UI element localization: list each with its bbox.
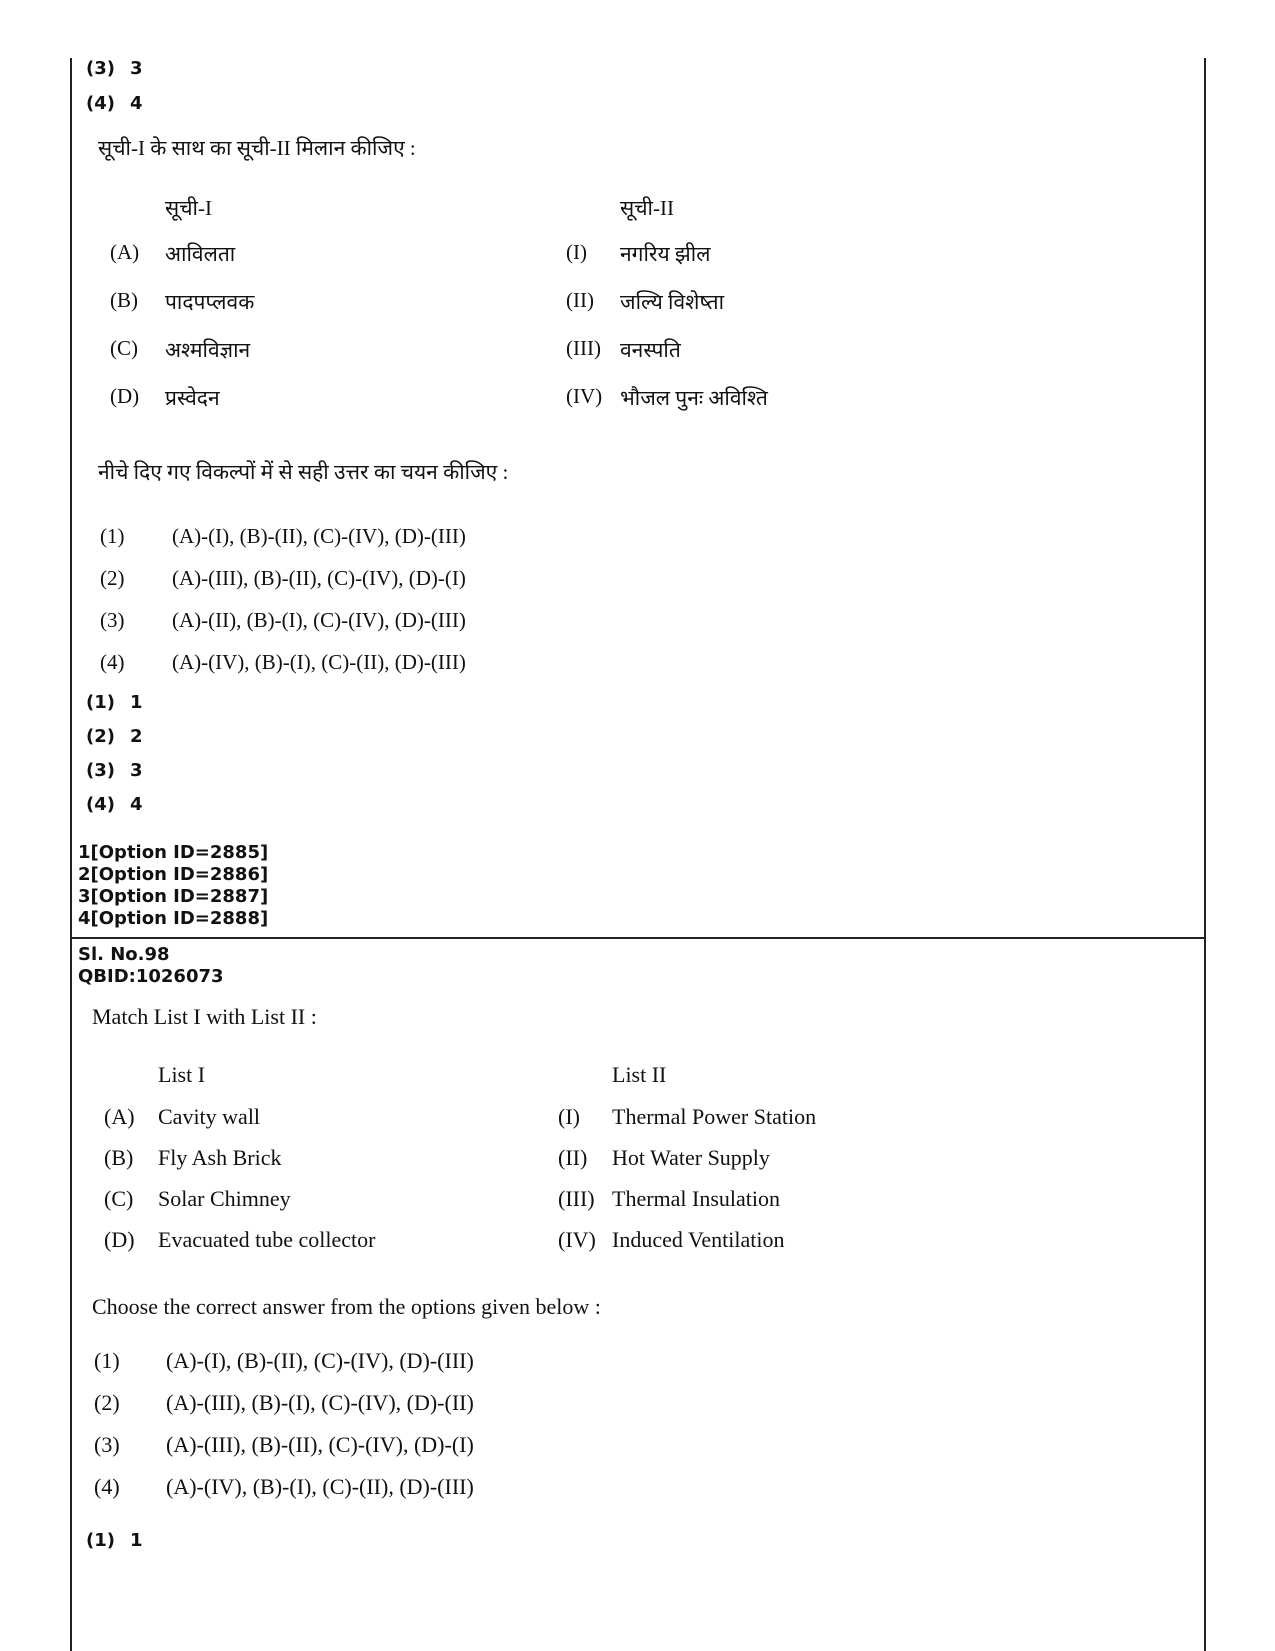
row-key: (B) (104, 1145, 134, 1170)
row-text: भौजल पुनः अविश्ति (620, 386, 768, 410)
row-key: (II) (566, 288, 594, 312)
row-key: (I) (566, 240, 587, 264)
option-value: 1 (130, 1530, 143, 1551)
choice-text: (A)-(I), (B)-(II), (C)-(IV), (D)-(III) (166, 1348, 474, 1373)
choice-number: (2) (100, 566, 125, 590)
qbid: QBID:1026073 (78, 966, 224, 987)
list1-header: सूची-I (165, 196, 212, 220)
choice-text: (A)-(IV), (B)-(I), (C)-(II), (D)-(III) (172, 650, 466, 674)
choice-text: (A)-(III), (B)-(II), (C)-(IV), (D)-(I) (166, 1432, 474, 1457)
row-text: प्रस्वेदन (165, 386, 220, 410)
option-number: (2) (86, 726, 115, 747)
choice-text: (A)-(I), (B)-(II), (C)-(IV), (D)-(III) (172, 524, 466, 548)
choice-text: (A)-(III), (B)-(I), (C)-(IV), (D)-(II) (166, 1390, 474, 1415)
row-text: वनस्पति (620, 338, 681, 362)
option-value: 1 (130, 692, 143, 713)
serial-number: Sl. No.98 (78, 944, 170, 965)
choice-text: (A)-(II), (B)-(I), (C)-(IV), (D)-(III) (172, 608, 466, 632)
row-key: (D) (110, 384, 140, 408)
option-number: (1) (86, 692, 115, 713)
row-key: (I) (558, 1104, 580, 1129)
choice-number: (3) (94, 1432, 120, 1457)
choose-instruction: नीचे दिए गए विकल्पों में से सही उत्तर का चयन कीजिए : (98, 460, 509, 484)
question-intro: Match List I with List II : (92, 1004, 317, 1029)
answer-option-3[interactable] (86, 760, 143, 781)
choice-number: (3) (100, 608, 125, 632)
choice-text: (A)-(IV), (B)-(I), (C)-(II), (D)-(III) (166, 1474, 474, 1499)
row-text: अश्मविज्ञान (165, 338, 251, 362)
row-key: (IV) (566, 384, 603, 408)
choice-text: (A)-(III), (B)-(II), (C)-(IV), (D)-(I) (172, 566, 466, 590)
option-number: (3) (86, 58, 115, 79)
row-text: नगरिय झील (620, 242, 711, 266)
option-number: (1) (86, 1530, 115, 1551)
row-text: Thermal Insulation (612, 1186, 781, 1211)
row-key: (III) (558, 1186, 595, 1211)
right-border (1204, 58, 1206, 1651)
choice-number: (1) (94, 1348, 120, 1373)
row-key: (III) (566, 336, 601, 360)
option-value: 4 (130, 93, 143, 114)
choose-instruction: Choose the correct answer from the options given below : (92, 1294, 601, 1319)
option-value: 2 (130, 726, 143, 747)
option-id-3: 3[Option ID=2887] (78, 886, 269, 907)
row-text: जल्यि विशेष्ता (620, 290, 725, 314)
option-value: 3 (130, 58, 143, 79)
question-meta (78, 944, 224, 988)
row-key: (II) (558, 1145, 588, 1170)
answer-option-4[interactable] (86, 794, 143, 815)
list2-header: सूची-II (620, 196, 674, 220)
choice-number: (4) (100, 650, 125, 674)
row-text: Evacuated tube collector (158, 1227, 376, 1252)
answer-option-1[interactable] (86, 692, 143, 713)
row-key: (B) (110, 288, 138, 312)
list2-header: List II (612, 1062, 667, 1087)
row-key: (C) (104, 1186, 134, 1211)
row-text: पादपप्लवक (165, 290, 255, 314)
option-number: (3) (86, 760, 115, 781)
list1-header: List I (158, 1062, 206, 1087)
row-text: Solar Chimney (158, 1186, 291, 1211)
row-key: (A) (104, 1104, 135, 1129)
row-text: Thermal Power Station (612, 1104, 817, 1129)
choice-number: (1) (100, 524, 125, 548)
question-divider (70, 937, 1206, 939)
answer-option-2[interactable] (86, 726, 143, 747)
option-id-2: 2[Option ID=2886] (78, 864, 269, 885)
row-key: (C) (110, 336, 138, 360)
row-key: (D) (104, 1227, 135, 1252)
choice-number: (2) (94, 1390, 120, 1415)
option-number: (4) (86, 93, 115, 114)
row-text: Cavity wall (158, 1104, 261, 1129)
left-border (70, 58, 72, 1651)
row-text: Hot Water Supply (612, 1145, 770, 1170)
prev-option-4 (86, 93, 143, 114)
option-id-1: 1[Option ID=2885] (78, 842, 269, 863)
prev-option-3 (86, 58, 143, 79)
option-value: 3 (130, 760, 143, 781)
option-id-list (78, 842, 268, 930)
option-id-4: 4[Option ID=2888] (78, 908, 269, 929)
row-key: (A) (110, 240, 140, 264)
choice-number: (4) (94, 1474, 120, 1499)
option-value: 4 (130, 794, 143, 815)
row-text: Induced Ventilation (612, 1227, 785, 1252)
answer-option-1[interactable] (86, 1530, 143, 1551)
question-intro: सूची-I के साथ का सूची-II मिलान कीजिए : (98, 136, 416, 160)
row-text: आविलता (165, 242, 236, 266)
option-number: (4) (86, 794, 115, 815)
row-key: (IV) (558, 1227, 596, 1252)
row-text: Fly Ash Brick (158, 1145, 282, 1170)
